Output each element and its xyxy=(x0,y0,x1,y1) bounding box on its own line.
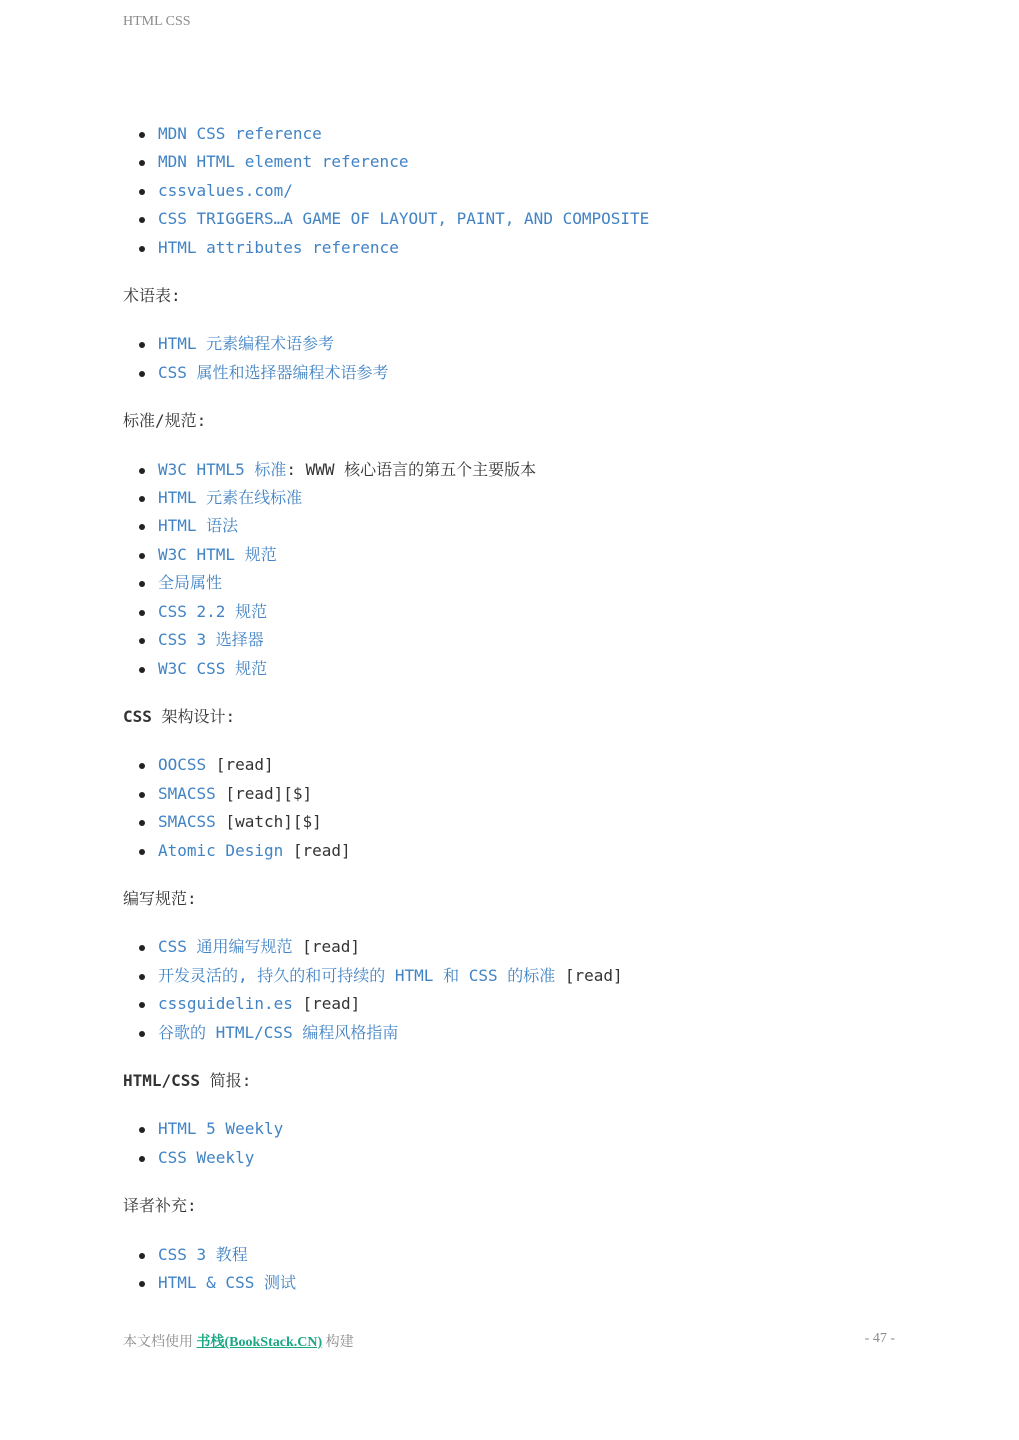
list-item xyxy=(158,962,903,990)
standards-link[interactable]: HTML 元素在线标准 xyxy=(158,488,303,508)
references-list xyxy=(123,120,903,262)
standards-link[interactable]: CSS 3 选择器 xyxy=(158,630,264,650)
reference-link[interactable]: MDN HTML element reference xyxy=(158,152,409,172)
page-footer xyxy=(123,1331,895,1351)
list-item xyxy=(158,751,903,779)
newsletter-link[interactable]: CSS Weekly xyxy=(158,1147,255,1167)
list-item xyxy=(158,655,903,683)
bookstack-link[interactable]: 书栈(BookStack.CN) xyxy=(196,1335,323,1350)
list-item xyxy=(158,933,903,961)
style-guide-link[interactable]: 谷歌的 HTML/CSS 编程风格指南 xyxy=(158,1022,399,1042)
style-guides-list xyxy=(123,933,903,1047)
list-item xyxy=(158,1019,903,1047)
list-item xyxy=(158,837,903,865)
standards-description: : WWW 核心语言的第五个主要版本 xyxy=(286,459,537,479)
list-item xyxy=(158,598,903,626)
newsletter-link[interactable]: HTML 5 Weekly xyxy=(158,1119,284,1139)
page-number: - 47 - xyxy=(864,1331,895,1346)
architecture-link[interactable]: SMACSS xyxy=(158,783,216,803)
translator-link[interactable]: CSS 3 教程 xyxy=(158,1244,248,1264)
list-item xyxy=(158,626,903,654)
standards-link[interactable]: HTML 语法 xyxy=(158,516,239,536)
architecture-link[interactable]: SMACSS xyxy=(158,812,216,832)
reference-link[interactable]: MDN CSS reference xyxy=(158,124,322,143)
list-item xyxy=(158,990,903,1018)
link-tag: [read] xyxy=(283,840,351,860)
reference-link[interactable]: cssvalues.com/ xyxy=(158,180,293,200)
glossary-link[interactable]: CSS 属性和选择器编程术语参考 xyxy=(158,362,389,382)
style-guide-link[interactable]: 开发灵活的, 持久的和可持续的 HTML 和 CSS 的标准 xyxy=(158,965,556,985)
footer-suffix: 构建 xyxy=(322,1335,354,1350)
style-guides-heading: 编写规范: xyxy=(123,888,197,908)
standards-link[interactable]: 全局属性 xyxy=(158,573,223,593)
list-item xyxy=(158,456,903,484)
glossary-heading: 术语表: xyxy=(123,286,181,306)
glossary-list xyxy=(123,330,903,387)
standards-link[interactable]: W3C HTML5 标准 xyxy=(158,459,287,479)
newsletters-list xyxy=(123,1115,903,1172)
link-tag: [watch][$] xyxy=(215,812,322,832)
architecture-list xyxy=(123,751,903,865)
style-guide-link[interactable]: cssguidelin.es xyxy=(158,994,293,1014)
translator-heading: 译者补充: xyxy=(123,1196,197,1216)
newsletters-heading-bold: HTML/CSS xyxy=(123,1070,201,1090)
newsletters-heading xyxy=(123,1067,903,1095)
architecture-heading xyxy=(123,703,903,731)
document-content xyxy=(123,120,903,1297)
standards-heading: 标准/规范: xyxy=(123,411,207,431)
link-tag: [read] xyxy=(206,755,274,775)
list-item xyxy=(158,484,903,512)
list-item xyxy=(158,1144,903,1172)
list-item xyxy=(158,1241,903,1269)
list-item xyxy=(158,569,903,597)
list-item xyxy=(158,512,903,540)
list-item xyxy=(158,808,903,836)
list-item xyxy=(158,148,903,176)
list-item xyxy=(158,330,903,358)
translator-list xyxy=(123,1241,903,1298)
architecture-link[interactable]: OOCSS xyxy=(158,755,207,775)
architecture-link[interactable]: Atomic Design xyxy=(158,840,284,860)
list-item xyxy=(158,780,903,808)
link-tag: [read] xyxy=(292,937,360,957)
list-item xyxy=(158,1115,903,1143)
link-tag: [read][$] xyxy=(215,783,313,803)
list-item xyxy=(158,234,903,262)
standards-link[interactable]: W3C HTML 规范 xyxy=(158,544,277,564)
standards-link[interactable]: W3C CSS 规范 xyxy=(158,658,268,678)
list-item xyxy=(158,205,903,233)
newsletters-heading-rest: 简报: xyxy=(200,1070,252,1090)
footer-credit xyxy=(123,1335,354,1350)
reference-link[interactable]: CSS TRIGGERS…A GAME OF LAYOUT, PAINT, AND COMPOSITE xyxy=(158,209,650,229)
architecture-heading-rest: 架构设计: xyxy=(151,706,236,726)
standards-link[interactable]: CSS 2.2 规范 xyxy=(158,601,268,621)
list-item xyxy=(158,359,903,387)
architecture-heading-bold: CSS xyxy=(123,706,152,726)
list-item xyxy=(158,177,903,205)
link-tag: [read] xyxy=(555,965,623,985)
list-item xyxy=(158,1269,903,1297)
glossary-link[interactable]: HTML 元素编程术语参考 xyxy=(158,334,335,354)
list-item xyxy=(158,541,903,569)
footer-prefix: 本文档使用 xyxy=(123,1335,197,1350)
list-item xyxy=(158,120,903,148)
reference-link[interactable]: HTML attributes reference xyxy=(158,237,399,257)
page-header-title: HTML CSS xyxy=(123,14,191,29)
translator-link[interactable]: HTML & CSS 测试 xyxy=(158,1273,296,1292)
link-tag: [read] xyxy=(292,994,361,1014)
standards-list xyxy=(123,456,903,683)
style-guide-link[interactable]: CSS 通用编写规范 xyxy=(158,937,293,957)
